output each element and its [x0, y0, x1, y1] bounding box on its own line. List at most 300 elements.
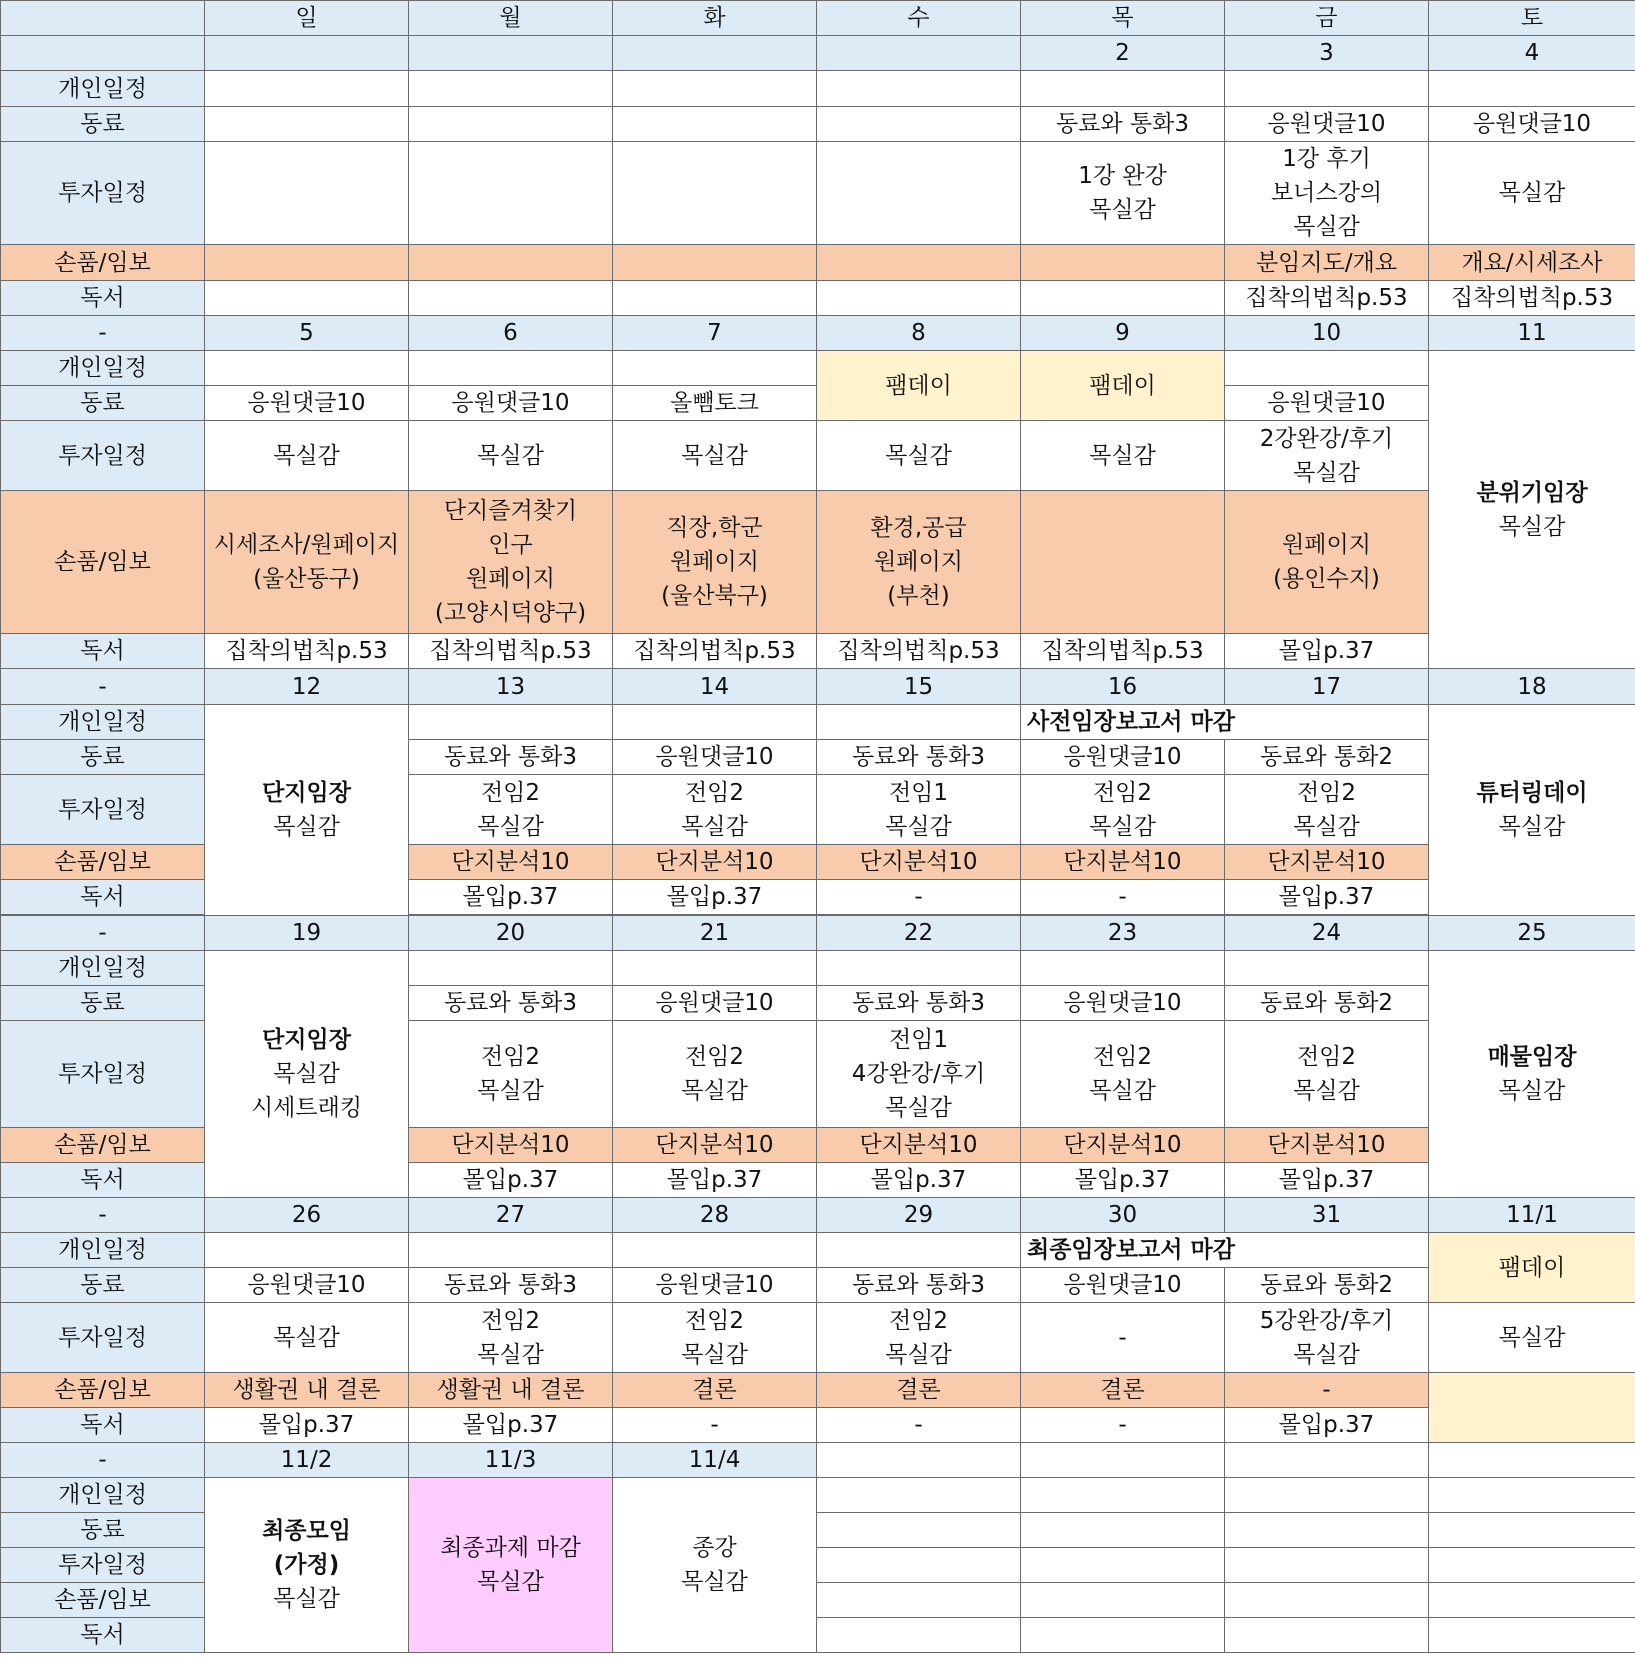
date-cell[interactable]: [205, 36, 409, 71]
empty-cell[interactable]: [1225, 1478, 1429, 1513]
cell[interactable]: [613, 1021, 817, 1128]
sun-block-cell[interactable]: [205, 951, 409, 1198]
cell[interactable]: [817, 1303, 1021, 1373]
cell[interactable]: 응원댓글10: [613, 740, 817, 775]
cell[interactable]: -: [817, 880, 1021, 915]
cell[interactable]: 목실감: [205, 1303, 409, 1373]
cell[interactable]: [409, 951, 613, 986]
empty-cell[interactable]: [1021, 1548, 1225, 1583]
cell[interactable]: [1021, 1021, 1225, 1128]
deadline-cell[interactable]: 최종임장보고서 마감: [1021, 1233, 1429, 1268]
cell[interactable]: [817, 775, 1021, 845]
cell[interactable]: 동료와 통화3: [1021, 107, 1225, 142]
row-label-colleague[interactable]: 동료: [1, 107, 205, 142]
cell-line: 인구: [488, 532, 533, 558]
cell[interactable]: [409, 705, 613, 740]
cell[interactable]: 응원댓글10: [1021, 740, 1225, 775]
cell[interactable]: -: [1225, 1373, 1429, 1408]
cell-line: 1강 완강: [1078, 163, 1167, 189]
cell[interactable]: 단지분석10: [817, 845, 1021, 880]
deadline-block-cell[interactable]: [409, 1478, 613, 1653]
date-cell[interactable]: 3: [1225, 36, 1429, 71]
cell[interactable]: [613, 491, 817, 634]
cell[interactable]: 몰입p.37: [205, 1408, 409, 1443]
cell[interactable]: 동료와 통화2: [1225, 1268, 1429, 1303]
cell-line: (울산동구): [253, 566, 360, 592]
final-lecture-cell[interactable]: [613, 1478, 817, 1653]
row-label-fieldwork[interactable]: 손품/임보: [1, 1583, 205, 1618]
row-label-colleague[interactable]: 동료: [1, 986, 205, 1021]
cell[interactable]: 집착의법칙p.53: [817, 634, 1021, 669]
weekday-fri[interactable]: 금: [1225, 1, 1429, 36]
empty-cell[interactable]: [1021, 1478, 1225, 1513]
cell[interactable]: 목실감: [817, 421, 1021, 491]
row-label-invest[interactable]: 투자일정: [1, 421, 205, 491]
date-cell[interactable]: 29: [817, 1198, 1021, 1233]
row-label-invest[interactable]: 투자일정: [1, 775, 205, 845]
cell-line: 전임2: [1092, 779, 1153, 806]
cell-line: 목실감: [1293, 1341, 1360, 1368]
cell[interactable]: 몰입p.37: [409, 1163, 613, 1198]
cell[interactable]: [613, 71, 817, 107]
date-cell[interactable]: 6: [409, 316, 613, 351]
cell[interactable]: [1225, 491, 1429, 634]
family-day-cell[interactable]: 팸데이: [817, 351, 1021, 421]
date-cell[interactable]: 27: [409, 1198, 613, 1233]
sun-block-cell[interactable]: [205, 1478, 409, 1653]
cell[interactable]: 단지분석10: [1225, 845, 1429, 880]
cell[interactable]: [817, 1021, 1021, 1128]
cell-line: 목실감: [477, 1341, 544, 1368]
cell-line: 전임2: [1296, 779, 1357, 806]
row-label-fieldwork[interactable]: 손품/임보: [1, 245, 205, 281]
cell[interactable]: [817, 1233, 1021, 1268]
cell[interactable]: [1225, 775, 1429, 845]
cell-line: 목실감: [681, 1341, 748, 1368]
cell[interactable]: 올뺌토크: [613, 386, 817, 421]
cell-line: (울산북구): [661, 583, 768, 609]
row-label-personal[interactable]: 개인일정: [1, 351, 205, 386]
cell[interactable]: 결론: [613, 1373, 817, 1408]
cell[interactable]: 집착의법칙p.53: [1021, 634, 1225, 669]
cell[interactable]: 동료와 통화2: [1225, 740, 1429, 775]
cell[interactable]: [1021, 281, 1225, 316]
empty-cell[interactable]: [1429, 1618, 1635, 1653]
cell[interactable]: 단지분석10: [409, 1128, 613, 1163]
cell[interactable]: 단지분석10: [1021, 1128, 1225, 1163]
cell[interactable]: 몰입p.37: [817, 1163, 1021, 1198]
date-cell[interactable]: 12: [205, 669, 409, 705]
cell-line: 직장,학군: [666, 515, 763, 541]
cell[interactable]: [613, 281, 817, 316]
cell[interactable]: [409, 281, 613, 316]
empty-cell[interactable]: [1429, 1443, 1635, 1478]
corner-cell[interactable]: [1, 1, 205, 36]
cell[interactable]: 목실감: [205, 421, 409, 491]
empty-cell[interactable]: [1429, 1513, 1635, 1548]
empty-cell[interactable]: [1021, 1443, 1225, 1478]
cell[interactable]: [1225, 71, 1429, 107]
row-label-colleague[interactable]: 동료: [1, 740, 205, 775]
block-sub: 목실감: [477, 1569, 544, 1595]
cell[interactable]: [1225, 1303, 1429, 1373]
deadline-cell[interactable]: 사전임장보고서 마감: [1021, 705, 1429, 740]
cell[interactable]: [409, 107, 613, 142]
date-cell[interactable]: [817, 36, 1021, 71]
cell[interactable]: 목실감: [613, 421, 817, 491]
row-label-colleague[interactable]: 동료: [1, 1513, 205, 1548]
cell[interactable]: 몰입p.37: [409, 1408, 613, 1443]
block-sub: 목실감: [1498, 1078, 1566, 1104]
date-cell[interactable]: 9: [1021, 316, 1225, 351]
row-label-reading[interactable]: 독서: [1, 281, 205, 316]
row-label-fieldwork[interactable]: 손품/임보: [1, 845, 205, 880]
empty-cell[interactable]: [1429, 1583, 1635, 1618]
block-title: 매물임장: [1487, 1044, 1577, 1070]
cell[interactable]: 동료와 통화3: [817, 986, 1021, 1021]
date-cell[interactable]: 8: [817, 316, 1021, 351]
cell[interactable]: [613, 951, 817, 986]
row-label-reading[interactable]: 독서: [1, 634, 205, 669]
row-label-reading[interactable]: 독서: [1, 880, 205, 915]
cell[interactable]: [1225, 421, 1429, 491]
cell[interactable]: 단지분석10: [613, 1128, 817, 1163]
empty-cell[interactable]: [1225, 1548, 1429, 1583]
cell[interactable]: 동료와 통화3: [409, 740, 613, 775]
cell[interactable]: [205, 281, 409, 316]
cell[interactable]: 몰입p.37: [409, 880, 613, 915]
date-cell[interactable]: 5: [205, 316, 409, 351]
empty-cell[interactable]: [817, 1478, 1021, 1513]
cell[interactable]: [205, 71, 409, 107]
cell-line: (고양시덕양구): [434, 600, 587, 626]
cell[interactable]: 응원댓글10: [1021, 986, 1225, 1021]
date-cell[interactable]: 18: [1429, 669, 1635, 705]
cell[interactable]: [613, 351, 817, 386]
cell[interactable]: 집착의법칙p.53: [205, 634, 409, 669]
cell[interactable]: 응원댓글10: [1225, 386, 1429, 421]
cell[interactable]: 목실감: [409, 421, 613, 491]
row-label-reading[interactable]: 독서: [1, 1408, 205, 1443]
row-label-reading[interactable]: 독서: [1, 1163, 205, 1198]
empty-cell[interactable]: [1021, 1513, 1225, 1548]
empty-cell[interactable]: [1225, 1513, 1429, 1548]
cell[interactable]: 응원댓글10: [205, 1268, 409, 1303]
cell[interactable]: [817, 281, 1021, 316]
empty-cell[interactable]: [1021, 1618, 1225, 1653]
sat-block-cell[interactable]: [1429, 951, 1635, 1198]
colleague-row: [1, 1268, 1635, 1303]
invest-row: [1, 421, 1635, 491]
empty-cell[interactable]: [1225, 1443, 1429, 1478]
cell[interactable]: [817, 71, 1021, 107]
date-cell[interactable]: 21: [613, 916, 817, 951]
date-cell[interactable]: 26: [205, 1198, 409, 1233]
date-cell[interactable]: 7: [613, 316, 817, 351]
date-cell[interactable]: 14: [613, 669, 817, 705]
date-cell[interactable]: 11/4: [613, 1443, 817, 1478]
date-cell[interactable]: 11/2: [205, 1443, 409, 1478]
cell[interactable]: 결론: [817, 1373, 1021, 1408]
cell[interactable]: 몰입p.37: [1021, 1163, 1225, 1198]
cell[interactable]: [817, 705, 1021, 740]
date-cell[interactable]: 13: [409, 669, 613, 705]
cell[interactable]: 응원댓글10: [613, 1268, 817, 1303]
cell[interactable]: 목실감: [1429, 142, 1635, 245]
cell-line: 목실감: [477, 1078, 544, 1104]
cell[interactable]: [817, 142, 1021, 245]
cell[interactable]: [205, 351, 409, 386]
weekday-sun[interactable]: 일: [205, 1, 409, 36]
personal-row: [1, 1478, 1635, 1513]
date-cell[interactable]: 22: [817, 916, 1021, 951]
cell[interactable]: 생활권 내 결론: [409, 1373, 613, 1408]
date-cell[interactable]: 15: [817, 669, 1021, 705]
cell[interactable]: -: [613, 1408, 817, 1443]
cell[interactable]: [205, 1233, 409, 1268]
cell[interactable]: 응원댓글10: [1429, 107, 1635, 142]
cell[interactable]: 동료와 통화3: [409, 986, 613, 1021]
cell[interactable]: 동료와 통화2: [1225, 986, 1429, 1021]
cell-line: 환경,공급: [870, 515, 967, 541]
date-row-label[interactable]: [1, 36, 205, 71]
block-title: 튜터링데이: [1476, 780, 1588, 806]
sat-block-cell[interactable]: [1429, 351, 1635, 669]
cell[interactable]: [205, 491, 409, 634]
cell[interactable]: [1225, 351, 1429, 386]
reading-row: [1, 634, 1635, 669]
cell[interactable]: [409, 351, 613, 386]
block-title: 최종과제 마감: [440, 1535, 581, 1561]
cell[interactable]: [613, 107, 817, 142]
family-day-cell[interactable]: 팸데이: [1021, 351, 1225, 421]
row-label-fieldwork[interactable]: 손품/임보: [1, 1128, 205, 1163]
cell[interactable]: 동료와 통화3: [817, 1268, 1021, 1303]
date-cell[interactable]: 11/3: [409, 1443, 613, 1478]
weekday-sat[interactable]: 토: [1429, 1, 1635, 36]
date-cell[interactable]: 16: [1021, 669, 1225, 705]
cell[interactable]: [409, 245, 613, 281]
date-cell[interactable]: 24: [1225, 916, 1429, 951]
family-day-cell[interactable]: 팸데이: [1429, 1233, 1635, 1303]
cell[interactable]: [409, 1303, 613, 1373]
date-row-label[interactable]: -: [1, 316, 205, 351]
cell[interactable]: [817, 107, 1021, 142]
cell[interactable]: [409, 142, 613, 245]
cell[interactable]: [1021, 245, 1225, 281]
cell[interactable]: -: [817, 1408, 1021, 1443]
cell[interactable]: [817, 491, 1021, 634]
empty-cell[interactable]: [817, 1583, 1021, 1618]
cell[interactable]: [409, 1233, 613, 1268]
row-label-invest[interactable]: 투자일정: [1, 1303, 205, 1373]
date-cell[interactable]: 20: [409, 916, 613, 951]
cell[interactable]: [1225, 951, 1429, 986]
block-sub: 목실감: [681, 1569, 748, 1595]
cell[interactable]: 동료와 통화3: [409, 1268, 613, 1303]
cell[interactable]: [409, 71, 613, 107]
empty-cell[interactable]: [1429, 1548, 1635, 1583]
cell[interactable]: 몰입p.37: [613, 1163, 817, 1198]
cell[interactable]: [613, 245, 817, 281]
date-row-label[interactable]: -: [1, 669, 205, 705]
weekday-thu[interactable]: 목: [1021, 1, 1225, 36]
cell[interactable]: [613, 1303, 817, 1373]
date-cell[interactable]: 2: [1021, 36, 1225, 71]
date-cell[interactable]: 11: [1429, 316, 1635, 351]
cell-line: 전임2: [684, 1044, 745, 1070]
cell[interactable]: -: [1021, 1303, 1225, 1373]
cell[interactable]: 몰입p.37: [613, 880, 817, 915]
cell[interactable]: 생활권 내 결론: [205, 1373, 409, 1408]
empty-cell[interactable]: [817, 1548, 1021, 1583]
row-label-colleague[interactable]: 동료: [1, 386, 205, 421]
cell-line: 전임1: [888, 1027, 949, 1053]
cell[interactable]: [1021, 71, 1225, 107]
cell[interactable]: 응원댓글10: [409, 386, 613, 421]
row-label-invest[interactable]: 투자일정: [1, 1548, 205, 1583]
cell[interactable]: [409, 775, 613, 845]
date-cell[interactable]: 25: [1429, 916, 1635, 951]
cell-line: 원페이지: [874, 549, 963, 575]
cell[interactable]: [613, 1233, 817, 1268]
weekday-header-row: [1, 1, 1635, 36]
date-cell[interactable]: 17: [1225, 669, 1429, 705]
cell[interactable]: [613, 775, 817, 845]
date-cell[interactable]: 4: [1429, 36, 1635, 71]
date-cell[interactable]: [409, 36, 613, 71]
date-row: [1, 669, 1635, 705]
cell[interactable]: 단지분석10: [817, 1128, 1021, 1163]
cell[interactable]: [1429, 1373, 1635, 1443]
cell-line: 목실감: [1089, 813, 1156, 840]
sat-block-cell[interactable]: [1429, 705, 1635, 916]
cell[interactable]: -: [1021, 880, 1225, 915]
cell[interactable]: 단지분석10: [613, 845, 817, 880]
date-cell[interactable]: 31: [1225, 1198, 1429, 1233]
weekday-tue[interactable]: 화: [613, 1, 817, 36]
row-label-invest[interactable]: 투자일정: [1, 1021, 205, 1128]
date-cell[interactable]: 28: [613, 1198, 817, 1233]
cell[interactable]: 몰입p.37: [1225, 1408, 1429, 1443]
date-cell[interactable]: 23: [1021, 916, 1225, 951]
row-label-fieldwork[interactable]: 손품/임보: [1, 491, 205, 634]
empty-cell[interactable]: [1225, 1583, 1429, 1618]
cell[interactable]: -: [1021, 1408, 1225, 1443]
cell[interactable]: 집착의법칙p.53: [409, 634, 613, 669]
cell[interactable]: 응원댓글10: [205, 386, 409, 421]
cell[interactable]: 응원댓글10: [1021, 1268, 1225, 1303]
cell[interactable]: 분임지도/개요: [1225, 245, 1429, 281]
weekday-wed[interactable]: 수: [817, 1, 1021, 36]
block-sub: 목실감: [273, 814, 340, 840]
cell[interactable]: [817, 245, 1021, 281]
cell[interactable]: [205, 142, 409, 245]
weekday-mon[interactable]: 월: [409, 1, 613, 36]
row-label-fieldwork[interactable]: 손품/임보: [1, 1373, 205, 1408]
date-row-label[interactable]: -: [1, 1198, 205, 1233]
cell[interactable]: [1225, 142, 1429, 245]
cell[interactable]: [1021, 951, 1225, 986]
cell[interactable]: 몰입p.37: [1225, 1163, 1429, 1198]
date-row-label[interactable]: -: [1, 916, 205, 951]
cell[interactable]: [1021, 775, 1225, 845]
empty-cell[interactable]: [817, 1513, 1021, 1548]
cell-line: 목실감: [681, 813, 748, 840]
cell[interactable]: [817, 951, 1021, 986]
cell[interactable]: 집착의법칙p.53: [1429, 281, 1635, 316]
empty-cell[interactable]: [1021, 1583, 1225, 1618]
cell[interactable]: 집착의법칙p.53: [1225, 281, 1429, 316]
cell[interactable]: [1021, 491, 1225, 634]
cell[interactable]: [1429, 71, 1635, 107]
cell[interactable]: 단지분석10: [409, 845, 613, 880]
cell-line: 목실감: [477, 813, 544, 840]
row-label-invest[interactable]: 투자일정: [1, 142, 205, 245]
date-cell[interactable]: 11/1: [1429, 1198, 1635, 1233]
reading-row: [1, 281, 1635, 316]
empty-cell[interactable]: [1225, 1618, 1429, 1653]
cell[interactable]: [613, 142, 817, 245]
cell[interactable]: 동료와 통화3: [817, 740, 1021, 775]
cell[interactable]: 응원댓글10: [613, 986, 817, 1021]
row-label-personal[interactable]: 개인일정: [1, 71, 205, 107]
date-cell[interactable]: 30: [1021, 1198, 1225, 1233]
cell-line: 단지즐겨찾기: [443, 498, 578, 524]
cell[interactable]: 단지분석10: [1225, 1128, 1429, 1163]
cell[interactable]: 응원댓글10: [1225, 107, 1429, 142]
cell-line: 목실감: [681, 1078, 748, 1104]
empty-cell[interactable]: [817, 1443, 1021, 1478]
cell[interactable]: [205, 107, 409, 142]
cell[interactable]: [613, 705, 817, 740]
cell[interactable]: [409, 1021, 613, 1128]
cell[interactable]: 집착의법칙p.53: [613, 634, 817, 669]
cell[interactable]: 결론: [1021, 1373, 1225, 1408]
invest-row: [1, 142, 1635, 245]
cell[interactable]: 단지분석10: [1021, 845, 1225, 880]
row-label-personal[interactable]: 개인일정: [1, 951, 205, 986]
personal-row: [1, 351, 1635, 386]
cell[interactable]: 목실감: [1021, 421, 1225, 491]
cell[interactable]: [409, 491, 613, 634]
date-row-label[interactable]: -: [1, 1443, 205, 1478]
date-cell[interactable]: 10: [1225, 316, 1429, 351]
empty-cell[interactable]: [1429, 1478, 1635, 1513]
row-label-personal[interactable]: 개인일정: [1, 1478, 205, 1513]
date-cell[interactable]: [613, 36, 817, 71]
cell-line: 원페이지: [1282, 532, 1371, 558]
sun-block-cell[interactable]: [205, 705, 409, 916]
block-sub: 목실감: [273, 1586, 340, 1612]
cell[interactable]: [1021, 142, 1225, 245]
row-label-colleague[interactable]: 동료: [1, 1268, 205, 1303]
date-cell[interactable]: 19: [205, 916, 409, 951]
cell[interactable]: 몰입p.37: [1225, 634, 1429, 669]
empty-cell[interactable]: [817, 1618, 1021, 1653]
block-title: 단지임장: [262, 780, 351, 806]
cell[interactable]: [1225, 1021, 1429, 1128]
cell-line: (용인수지): [1273, 566, 1380, 592]
row-label-personal[interactable]: 개인일정: [1, 705, 205, 740]
cell[interactable]: 목실감: [1429, 1303, 1635, 1373]
row-label-reading[interactable]: 독서: [1, 1618, 205, 1653]
cell[interactable]: [205, 245, 409, 281]
cell[interactable]: 몰입p.37: [1225, 880, 1429, 915]
cell[interactable]: 개요/시세조사: [1429, 245, 1635, 281]
cell-line: 전임2: [480, 779, 541, 806]
row-label-personal[interactable]: 개인일정: [1, 1233, 205, 1268]
